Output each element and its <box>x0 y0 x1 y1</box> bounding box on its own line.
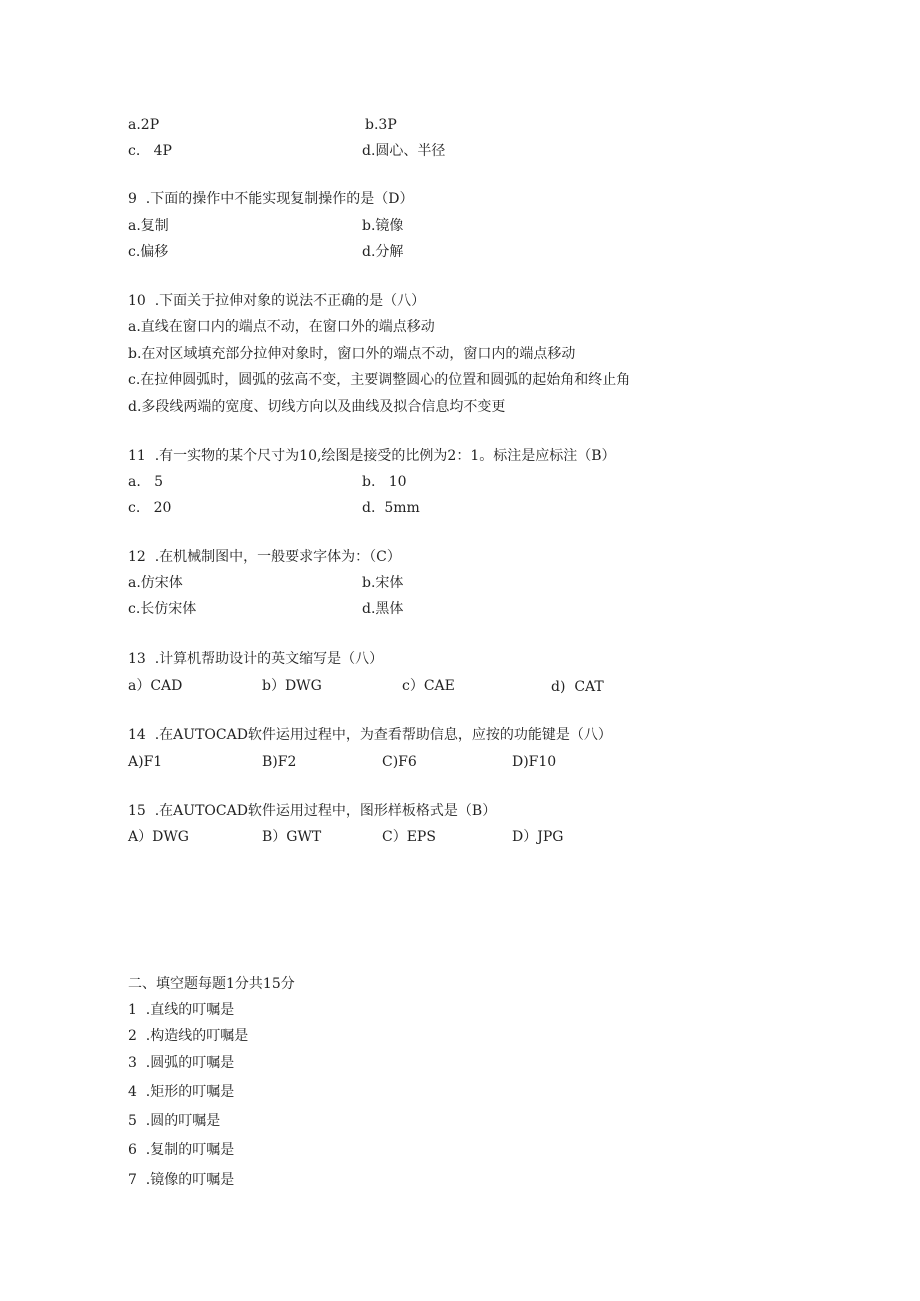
q9-option-c: c.偏移 <box>128 244 169 260</box>
q13-option-d: d) CAT <box>551 679 604 695</box>
q12-option-c: c.长仿宋体 <box>128 601 197 617</box>
fill-item: 4 .矩形的叮嘱是 <box>128 1084 235 1100</box>
q11-option-a: a. 5 <box>128 474 164 490</box>
fill-item: 3 .圆弧的叮嘱是 <box>128 1055 235 1071</box>
q15-question: 15 .在AUTOCAD软件运用过程中，图形样板格式是（B） <box>128 803 497 819</box>
q13-question: 13 .计算机帮助设计的英文缩写是（八） <box>128 651 384 667</box>
q11-question: 11 .有一实物的某个尺寸为10,绘图是接受的比例为2：1。标注是应标注（B） <box>128 448 616 464</box>
q9-question: 9 .下面的操作中不能实现复制操作的是（D） <box>128 191 414 207</box>
q12-question: 12 .在机械制图中，一般要求字体为：（C） <box>128 549 401 565</box>
q10-option-a: a.直线在窗口内的端点不动，在窗口外的端点移动 <box>128 319 435 335</box>
q8-option-d: d.圆心、半径 <box>362 143 446 159</box>
q14-option-c: C)F6 <box>382 754 417 770</box>
q13-option-c: c）CAE <box>402 678 455 694</box>
q12-option-d: d.黑体 <box>362 601 404 617</box>
q9-option-a: a.复制 <box>128 218 169 234</box>
fill-item: 5 .圆的叮嘱是 <box>128 1113 221 1129</box>
q12-option-b: b.宋体 <box>362 575 404 591</box>
q13-option-b: b）DWG <box>262 678 322 694</box>
q8-option-a: a.2P <box>128 117 160 133</box>
q11-option-d: d. 5mm <box>362 500 420 516</box>
q8-option-b: b.3P <box>365 117 397 133</box>
section2-heading: 二、填空题每题1分共15分 <box>128 976 295 992</box>
q14-option-b: B)F2 <box>262 754 297 770</box>
q10-question: 10 .下面关于拉伸对象的说法不正确的是（八） <box>128 293 426 309</box>
q10-option-c: c.在拉伸圆弧时，圆弧的弦高不变，主要调整圆心的位置和圆弧的起始角和终止角 <box>128 372 631 388</box>
q14-question: 14 .在AUTOCAD软件运用过程中，为查看帮助信息，应按的功能键是（八） <box>128 727 612 743</box>
q15-option-a: A）DWG <box>128 829 189 845</box>
q11-option-b: b. 10 <box>362 474 407 490</box>
fill-item: 1 .直线的叮嘱是 <box>128 1002 235 1018</box>
fill-item: 6 .复制的叮嘱是 <box>128 1142 235 1158</box>
q15-option-c: C）EPS <box>382 829 436 845</box>
q14-option-a: A)F1 <box>128 754 163 770</box>
q11-option-c: c. 20 <box>128 500 172 516</box>
q9-option-d: d.分解 <box>362 244 404 260</box>
q13-option-a: a）CAD <box>128 678 183 694</box>
q10-option-d: d.多段线两端的宽度、切线方向以及曲线及拟合信息均不变更 <box>128 399 506 415</box>
q14-option-d: D)F10 <box>512 754 557 770</box>
q15-option-d: D）JPG <box>512 829 564 845</box>
q15-option-b: B）GWT <box>262 829 322 845</box>
q9-option-b: b.镜像 <box>362 218 404 234</box>
q8-option-c: c. 4P <box>128 143 172 159</box>
q12-option-a: a.仿宋体 <box>128 575 183 591</box>
fill-item: 2 .构造线的叮嘱是 <box>128 1028 249 1044</box>
fill-item: 7 .镜像的叮嘱是 <box>128 1172 235 1188</box>
q10-option-b: b.在对区域填充部分拉伸对象时，窗口外的端点不动，窗口内的端点移动 <box>128 346 576 362</box>
